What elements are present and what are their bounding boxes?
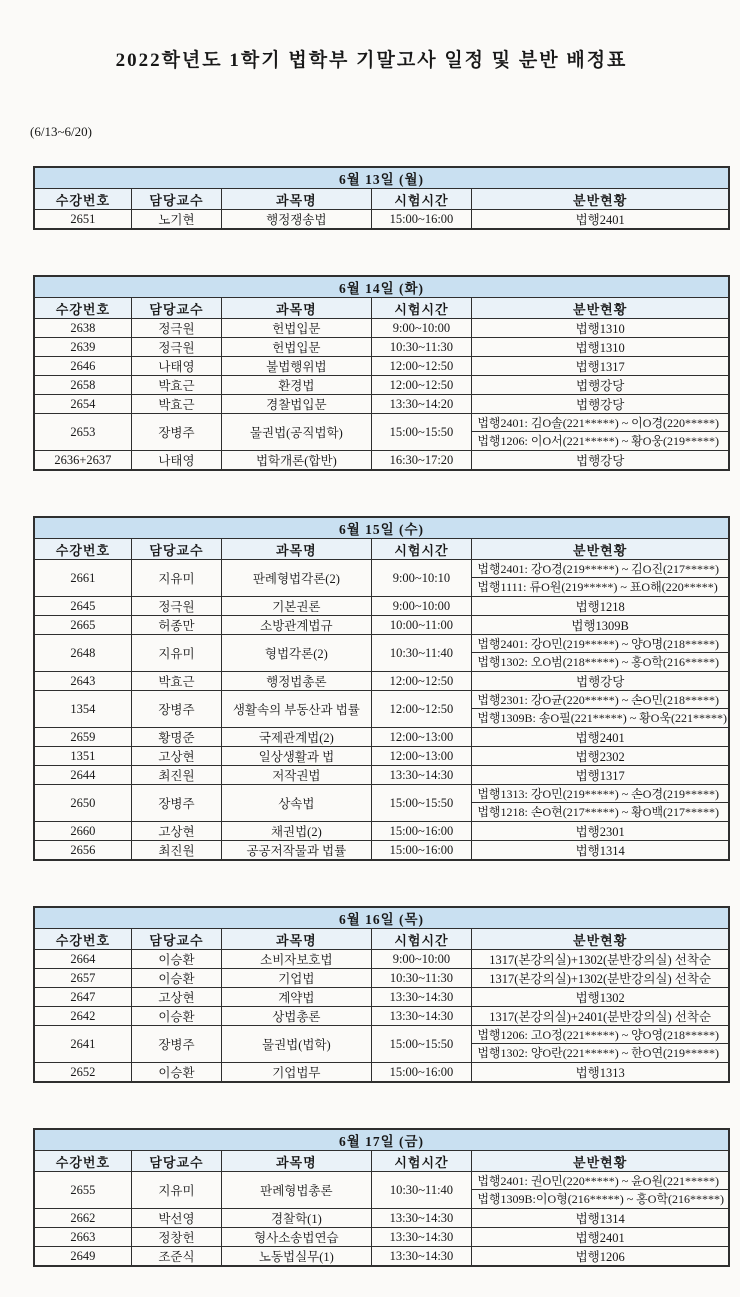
exam-row [34, 210, 729, 230]
course-code-cell: 2645 [34, 597, 131, 616]
assignment-cell [472, 635, 729, 672]
professor-cell: 장병주 [131, 785, 221, 822]
professor-cell: 지유미 [131, 1172, 221, 1209]
assignment-cell: 법행1317 [472, 357, 729, 376]
subject-cell: 법학개론(합반) [222, 451, 371, 471]
exam-row [34, 376, 729, 395]
exam-row [34, 357, 729, 376]
exam-row [34, 451, 729, 471]
assignment-cell: 법행2401 [472, 210, 729, 230]
professor-cell: 지유미 [131, 560, 221, 597]
professor-cell: 정극원 [131, 319, 221, 338]
course-code-cell: 2657 [34, 969, 131, 988]
exam-time-cell: 13:30~14:30 [371, 1007, 472, 1026]
assignment-cell [472, 1026, 729, 1063]
subject-cell: 판례형법각론(2) [222, 560, 371, 597]
course-code-cell: 1351 [34, 747, 131, 766]
exam-row [34, 1007, 729, 1026]
professor-cell: 고상현 [131, 988, 221, 1007]
exam-row [34, 1063, 729, 1083]
day-header: 6월 14일 (화) [34, 276, 729, 298]
exam-time-cell: 9:00~10:00 [371, 319, 472, 338]
assignment-cell: 법행1314 [472, 1209, 729, 1228]
assignment-line: 법행1302: 양O란(221*****) ~ 한O연(219*****) [477, 1046, 720, 1060]
course-code-cell: 2661 [34, 560, 131, 597]
column-header: 시험시간 [371, 189, 472, 210]
course-code-cell: 2642 [34, 1007, 131, 1026]
subject-cell: 상속법 [222, 785, 371, 822]
exam-row [34, 691, 729, 728]
professor-cell: 이승환 [131, 1063, 221, 1083]
exam-row [34, 672, 729, 691]
column-header: 과목명 [222, 1151, 371, 1172]
subject-cell: 기업법무 [222, 1063, 371, 1083]
professor-cell: 이승환 [131, 950, 221, 969]
exam-time-cell: 13:30~14:30 [371, 766, 472, 785]
assignment-cell: 법행1309B [472, 616, 729, 635]
exam-row [34, 950, 729, 969]
exam-row [34, 969, 729, 988]
professor-cell: 장병주 [131, 414, 221, 451]
professor-cell: 정극원 [131, 338, 221, 357]
exam-row [34, 597, 729, 616]
exam-time-cell: 10:30~11:40 [371, 1172, 472, 1209]
subject-cell: 헌법입문 [222, 319, 371, 338]
professor-cell: 나태영 [131, 357, 221, 376]
exam-time-cell: 9:00~10:00 [371, 950, 472, 969]
exam-time-cell: 10:30~11:40 [371, 635, 472, 672]
exam-row [34, 414, 729, 451]
column-header: 담당교수 [131, 189, 221, 210]
subject-cell: 불법행위법 [222, 357, 371, 376]
exam-time-cell: 15:00~15:50 [371, 1026, 472, 1063]
assignment-line: 법행1206: 고O정(221*****) ~ 양O영(218*****) [472, 1026, 728, 1044]
page-title: 2022학년도 1학기 법학부 기말고사 일정 및 분반 배정표 [115, 50, 628, 71]
exam-time-cell: 10:00~11:00 [371, 616, 472, 635]
subject-cell: 판례형법총론 [222, 1172, 371, 1209]
professor-cell: 나태영 [131, 451, 221, 471]
assignment-line: 법행1309B: 송O필(221*****) ~ 황O욱(221*****) [477, 711, 728, 725]
exam-time-cell: 12:00~13:00 [371, 728, 472, 747]
exam-row [34, 1172, 729, 1209]
course-code-cell: 2638 [34, 319, 131, 338]
assignment-cell: 법행2301 [472, 822, 729, 841]
column-header: 시험시간 [371, 539, 472, 560]
course-code-cell: 2648 [34, 635, 131, 672]
exam-day-table [33, 166, 730, 230]
assignment-cell [472, 691, 729, 728]
column-header: 수강번호 [34, 189, 131, 210]
exam-schedule-tables [33, 166, 730, 1267]
exam-row [34, 785, 729, 822]
course-code-cell: 2636+2637 [34, 451, 131, 471]
course-code-cell: 1354 [34, 691, 131, 728]
subject-cell: 물권법(공직법학) [222, 414, 371, 451]
professor-cell: 이승환 [131, 1007, 221, 1026]
exam-day-table [33, 906, 730, 1083]
exam-time-cell: 13:30~14:30 [371, 988, 472, 1007]
subject-cell: 물권법(법학) [222, 1026, 371, 1063]
exam-time-cell: 13:30~14:20 [371, 395, 472, 414]
subject-cell: 경찰학(1) [222, 1209, 371, 1228]
subject-cell: 형사소송법연습 [222, 1228, 371, 1247]
exam-time-cell: 15:00~16:00 [371, 841, 472, 861]
exam-row [34, 635, 729, 672]
column-header: 담당교수 [131, 539, 221, 560]
column-header: 시험시간 [371, 929, 472, 950]
professor-cell: 황명준 [131, 728, 221, 747]
exam-time-cell: 15:00~15:50 [371, 414, 472, 451]
professor-cell: 박선영 [131, 1209, 221, 1228]
exam-time-cell: 15:00~16:00 [371, 822, 472, 841]
exam-row [34, 822, 729, 841]
exam-row [34, 395, 729, 414]
subject-cell: 계약법 [222, 988, 371, 1007]
course-code-cell: 2641 [34, 1026, 131, 1063]
subject-cell: 채권법(2) [222, 822, 371, 841]
exam-day-table [33, 1128, 730, 1267]
professor-cell: 장병주 [131, 1026, 221, 1063]
exam-time-cell: 9:00~10:10 [371, 560, 472, 597]
assignment-cell [472, 414, 729, 451]
assignment-line: 법행1309B:이O형(216*****) ~ 홍O학(216*****) [477, 1192, 725, 1206]
assignment-cell: 법행1218 [472, 597, 729, 616]
exam-time-cell: 15:00~16:00 [371, 210, 472, 230]
exam-time-cell: 9:00~10:00 [371, 597, 472, 616]
assignment-line: 법행2401: 강O민(219*****) ~ 양O명(218*****) [472, 635, 728, 653]
assignment-line: 법행1111: 류O원(219*****) ~ 표O해(220*****) [477, 580, 718, 594]
assignment-cell: 1317(본강의실)+2401(분반강의실) 선착순 [472, 1007, 729, 1026]
assignment-cell: 법행1206 [472, 1247, 729, 1267]
column-header: 분반현황 [472, 929, 729, 950]
exam-time-cell: 16:30~17:20 [371, 451, 472, 471]
exam-time-cell: 12:00~12:50 [371, 672, 472, 691]
assignment-line: 법행2401: 강O경(219*****) ~ 김O진(217*****) [472, 560, 728, 578]
course-code-cell: 2655 [34, 1172, 131, 1209]
column-header: 수강번호 [34, 1151, 131, 1172]
professor-cell: 노기현 [131, 210, 221, 230]
course-code-cell: 2639 [34, 338, 131, 357]
course-code-cell: 2659 [34, 728, 131, 747]
column-header: 시험시간 [371, 1151, 472, 1172]
assignment-cell: 법행1302 [472, 988, 729, 1007]
course-code-cell: 2662 [34, 1209, 131, 1228]
column-header: 과목명 [222, 539, 371, 560]
course-code-cell: 2650 [34, 785, 131, 822]
course-code-cell: 2649 [34, 1247, 131, 1267]
professor-cell: 박효근 [131, 395, 221, 414]
date-range: (6/13~6/20) [30, 124, 92, 139]
column-header: 분반현황 [472, 189, 729, 210]
exam-time-cell: 10:30~11:30 [371, 338, 472, 357]
exam-time-cell: 12:00~12:50 [371, 691, 472, 728]
assignment-cell: 법행1313 [472, 1063, 729, 1083]
subject-cell: 소비자보호법 [222, 950, 371, 969]
exam-time-cell: 13:30~14:30 [371, 1247, 472, 1267]
column-header: 담당교수 [131, 298, 221, 319]
assignment-line: 법행2401: 권O민(220*****) ~ 윤O원(221*****) [472, 1172, 728, 1190]
professor-cell: 이승환 [131, 969, 221, 988]
exam-time-cell: 15:00~15:50 [371, 785, 472, 822]
exam-row [34, 560, 729, 597]
assignment-line: 법행1218: 손O현(217*****) ~ 황O백(217*****) [477, 805, 720, 819]
assignment-cell [472, 560, 729, 597]
subject-cell: 기본권론 [222, 597, 371, 616]
subject-cell: 기업법 [222, 969, 371, 988]
course-code-cell: 2651 [34, 210, 131, 230]
day-header: 6월 16일 (목) [34, 907, 729, 929]
exam-time-cell: 12:00~12:50 [371, 357, 472, 376]
column-header: 수강번호 [34, 929, 131, 950]
subject-cell: 일상생활과 법 [222, 747, 371, 766]
exam-row [34, 1209, 729, 1228]
assignment-cell: 법행강당 [472, 376, 729, 395]
exam-row [34, 728, 729, 747]
course-code-cell: 2643 [34, 672, 131, 691]
course-code-cell: 2656 [34, 841, 131, 861]
column-header: 분반현황 [472, 1151, 729, 1172]
professor-cell: 박효근 [131, 672, 221, 691]
exam-time-cell: 13:30~14:30 [371, 1209, 472, 1228]
subject-cell: 헌법입문 [222, 338, 371, 357]
professor-cell: 최진원 [131, 766, 221, 785]
column-header: 수강번호 [34, 539, 131, 560]
subject-cell: 국제관계법(2) [222, 728, 371, 747]
exam-time-cell: 15:00~16:00 [371, 1063, 472, 1083]
assignment-line: 법행2401: 김O솔(221*****) ~ 이O경(220*****) [472, 414, 728, 432]
course-code-cell: 2644 [34, 766, 131, 785]
exam-row [34, 319, 729, 338]
professor-cell: 장병주 [131, 691, 221, 728]
course-code-cell: 2646 [34, 357, 131, 376]
assignment-cell: 법행강당 [472, 451, 729, 471]
column-header: 분반현황 [472, 298, 729, 319]
professor-cell: 허종만 [131, 616, 221, 635]
assignment-line: 법행1302: 오O범(218*****) ~ 홍O학(216*****) [477, 655, 720, 669]
subject-cell: 환경법 [222, 376, 371, 395]
day-header: 6월 17일 (금) [34, 1129, 729, 1151]
assignment-cell: 법행2401 [472, 728, 729, 747]
column-header: 시험시간 [371, 298, 472, 319]
assignment-cell: 법행1310 [472, 319, 729, 338]
exam-row [34, 988, 729, 1007]
exam-day-table [33, 516, 730, 861]
subject-cell: 경찰법입문 [222, 395, 371, 414]
exam-row [34, 1026, 729, 1063]
course-code-cell: 2652 [34, 1063, 131, 1083]
exam-row [34, 616, 729, 635]
assignment-cell: 법행2302 [472, 747, 729, 766]
day-header: 6월 15일 (수) [34, 517, 729, 539]
exam-row [34, 747, 729, 766]
subject-cell: 생활속의 부동산과 법률 [222, 691, 371, 728]
professor-cell: 고상현 [131, 747, 221, 766]
subject-cell: 행정쟁송법 [222, 210, 371, 230]
exam-row [34, 338, 729, 357]
column-header: 과목명 [222, 298, 371, 319]
assignment-line: 법행1313: 강O민(219*****) ~ 손O경(219*****) [472, 785, 728, 803]
subject-cell: 형법각론(2) [222, 635, 371, 672]
exam-time-cell: 12:00~13:00 [371, 747, 472, 766]
subject-cell: 공공저작물과 법률 [222, 841, 371, 861]
course-code-cell: 2663 [34, 1228, 131, 1247]
exam-row [34, 766, 729, 785]
course-code-cell: 2660 [34, 822, 131, 841]
assignment-cell: 1317(본강의실)+1302(분반강의실) 선착순 [472, 969, 729, 988]
column-header: 담당교수 [131, 929, 221, 950]
professor-cell: 조준식 [131, 1247, 221, 1267]
course-code-cell: 2653 [34, 414, 131, 451]
exam-row [34, 841, 729, 861]
professor-cell: 고상현 [131, 822, 221, 841]
course-code-cell: 2665 [34, 616, 131, 635]
subject-cell: 노동법실무(1) [222, 1247, 371, 1267]
professor-cell: 정창헌 [131, 1228, 221, 1247]
assignment-cell: 법행1314 [472, 841, 729, 861]
assignment-cell: 법행1310 [472, 338, 729, 357]
assignment-cell [472, 1172, 729, 1209]
assignment-cell: 1317(본강의실)+1302(분반강의실) 선착순 [472, 950, 729, 969]
column-header: 분반현황 [472, 539, 729, 560]
exam-row [34, 1228, 729, 1247]
course-code-cell: 2647 [34, 988, 131, 1007]
professor-cell: 지유미 [131, 635, 221, 672]
assignment-cell: 법행2401 [472, 1228, 729, 1247]
subject-cell: 저작권법 [222, 766, 371, 785]
exam-row [34, 1247, 729, 1267]
column-header: 수강번호 [34, 298, 131, 319]
assignment-cell [472, 785, 729, 822]
column-header: 과목명 [222, 189, 371, 210]
day-header: 6월 13일 (월) [34, 167, 729, 189]
course-code-cell: 2654 [34, 395, 131, 414]
exam-day-table [33, 275, 730, 471]
exam-time-cell: 13:30~14:30 [371, 1228, 472, 1247]
assignment-line: 법행1206: 이O서(221*****) ~ 황O웅(219*****) [477, 434, 720, 448]
professor-cell: 박효근 [131, 376, 221, 395]
assignment-cell: 법행강당 [472, 395, 729, 414]
assignment-line: 법행2301: 강O균(220*****) ~ 손O민(218*****) [472, 691, 728, 709]
column-header: 과목명 [222, 929, 371, 950]
column-header: 담당교수 [131, 1151, 221, 1172]
subject-cell: 소방관계법규 [222, 616, 371, 635]
professor-cell: 최진원 [131, 841, 221, 861]
assignment-cell: 법행1317 [472, 766, 729, 785]
exam-time-cell: 12:00~12:50 [371, 376, 472, 395]
subject-cell: 행정법총론 [222, 672, 371, 691]
course-code-cell: 2664 [34, 950, 131, 969]
professor-cell: 정극원 [131, 597, 221, 616]
exam-time-cell: 10:30~11:30 [371, 969, 472, 988]
subject-cell: 상법총론 [222, 1007, 371, 1026]
assignment-cell: 법행강당 [472, 672, 729, 691]
course-code-cell: 2658 [34, 376, 131, 395]
